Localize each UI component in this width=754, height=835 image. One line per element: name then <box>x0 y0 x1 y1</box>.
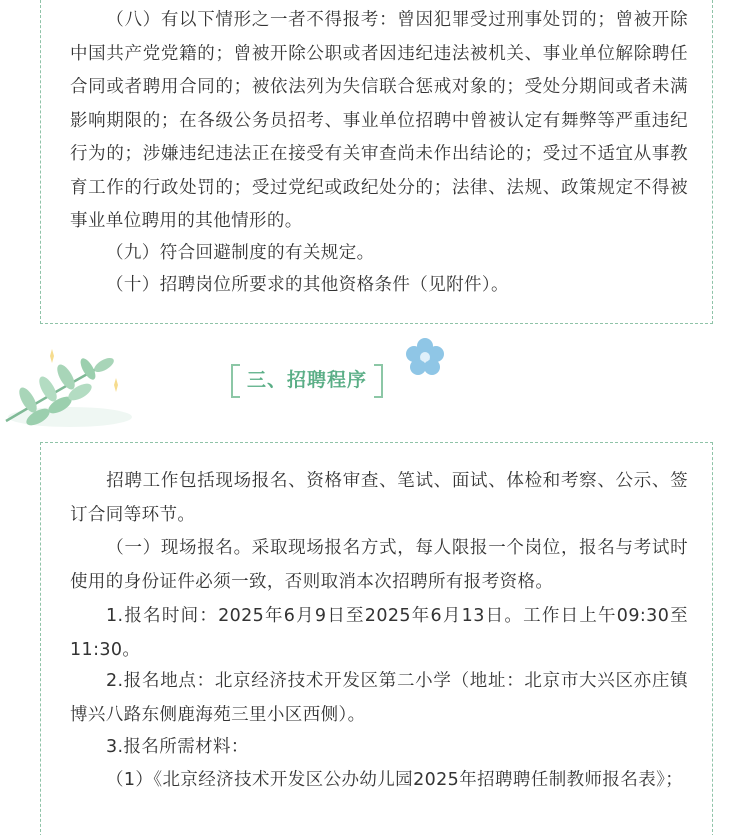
paragraph-step-1 <box>70 532 688 599</box>
paragraph-text: （1）《北京经济技术开发区公办幼儿园2025年招聘聘任制教师报名表》； <box>106 770 684 790</box>
paragraph-text: 3.报名所需材料： <box>106 737 249 757</box>
paragraph-item-8 <box>70 4 688 239</box>
sparkle-icon <box>46 349 58 363</box>
paragraph-text: （八）有以下情形之一者不得报考：曾因犯罪受过刑事处罚的；曾被开除中国共产党党籍的；曾被开除公职或者因违纪违法被机关、事业单位解除聘任合同或者聘用合同的；被依法列为失信联合惩戒对象的；受处分期间或者未满影响期限的；在各级公务员招考、事业单位招聘中曾被认定有舞弊等严重违纪行为的；涉嫌违纪违法正在接受有关审查尚未作出结论的；受过不适宜从事教育工作的行政处罚的；受过党纪或政纪处分的；法律、法规、政策规定不得被事业单位聘用的其他情形的。 <box>70 10 688 231</box>
paragraph-text: （九）符合回避制度的有关规定。 <box>106 243 375 263</box>
paragraph-registration-time <box>70 600 688 667</box>
paragraph-text: （十）招聘岗位所要求的其他资格条件（见附件）。 <box>106 275 509 295</box>
sparkle-icon <box>110 378 122 392</box>
paragraph-item-10 <box>70 269 688 303</box>
paragraph-text: （一）现场报名。采取现场报名方式，每人限报一个岗位，报名与考试时使用的身份证件必须一致，否则取消本次招聘所有报考资格。 <box>70 538 688 592</box>
paragraph-text: 招聘工作包括现场报名、资格审查、笔试、面试、体检和考察、公示、签订合同等环节。 <box>70 471 688 525</box>
paragraph-material-1 <box>70 764 688 798</box>
paragraph-item-9 <box>70 237 688 271</box>
section-title-frame <box>229 361 385 399</box>
section-title: 三、招聘程序 <box>246 369 367 391</box>
paragraph-registration-place <box>70 665 688 732</box>
paragraph-materials <box>70 731 688 765</box>
paragraph-text: 2.报名地点：北京经济技术开发区第二小学（地址：北京市大兴区亦庄镇博兴八路东侧鹿海苑三里小区西侧）。 <box>70 671 688 725</box>
paragraph-intro <box>70 465 688 532</box>
paragraph-text: 1.报名时间：2025年6月9日至2025年6月13日。工作日上午09:30至11:30。 <box>70 606 688 660</box>
flower-icon <box>405 338 445 376</box>
